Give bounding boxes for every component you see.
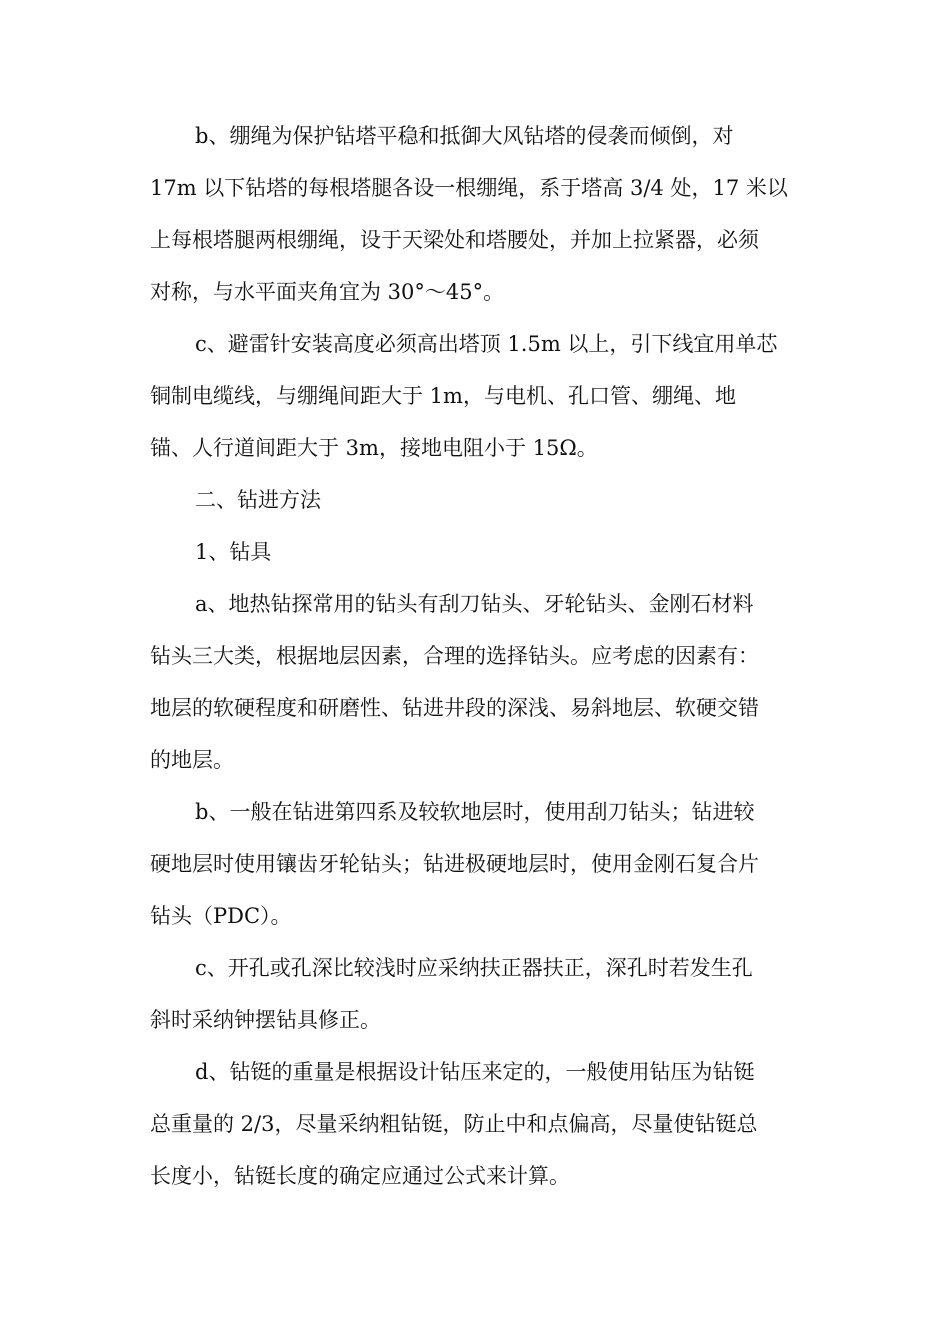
paragraph-b-bracing-line-1: b、绷绳为保护钻塔平稳和抵御大风钻塔的侵袭而倾倒，对: [195, 124, 734, 148]
section-heading-drilling-method: 二、钻进方法: [195, 488, 321, 512]
paragraph-b-bit-choice-line-1: b、一般在钻进第四系及较软地层时，使用刮刀钻头；钻进较: [195, 800, 755, 824]
paragraph-a-bits-line-1: a、地热钻探常用的钻头有刮刀钻头、牙轮钻头、金刚石材料: [195, 592, 754, 616]
paragraph-d-drill-collar-line-1: d、钻铤的重量是根据设计钻压来定的，一般使用钻压为钻铤: [195, 1060, 755, 1084]
paragraph-c-lightning-line-2: 铜制电缆线，与绷绳间距大于 1m，与电机、孔口管、绷绳、地: [150, 384, 736, 408]
paragraph-a-bits-line-3: 地层的软硬程度和研磨性、钻进井段的深浅、易斜地层、软硬交错: [150, 696, 759, 720]
subsection-heading-drilling-tools: 1、钻具: [195, 540, 272, 564]
paragraph-a-bits-line-4: 的地层。: [150, 748, 234, 772]
paragraph-c-stabilizer-line-1: c、开孔或孔深比较浅时应采纳扶正器扶正，深孔时若发生孔: [195, 956, 753, 980]
paragraph-c-stabilizer-line-2: 斜时采纳钟摆钻具修正。: [150, 1008, 381, 1032]
paragraph-b-bit-choice-line-3: 钻头（PDC）。: [150, 904, 292, 928]
paragraph-b-bracing-line-3: 上每根塔腿两根绷绳，设于天梁处和塔腰处，并加上拉紧器，必须: [150, 228, 759, 252]
paragraph-d-drill-collar-line-3: 长度小，钻铤长度的确定应通过公式来计算。: [150, 1164, 570, 1188]
paragraph-c-lightning-line-1: c、避雷针安装高度必须高出塔顶 1.5m 以上，引下线宜用单芯: [195, 332, 778, 356]
paragraph-c-lightning-line-3: 锚、人行道间距大于 3m，接地电阻小于 15Ω。: [150, 436, 598, 460]
paragraph-a-bits-line-2: 钻头三大类，根据地层因素，合理的选择钻头。应考虑的因素有：: [150, 644, 759, 668]
paragraph-b-bracing-line-4: 对称，与水平面夹角宜为 30°～45°。: [150, 280, 505, 304]
paragraph-b-bit-choice-line-2: 硬地层时使用镶齿牙轮钻头；钻进极硬地层时，使用金刚石复合片: [150, 852, 759, 876]
paragraph-b-bracing-line-2: 17m 以下钻塔的每根塔腿各设一根绷绳，系于塔高 3/4 处，17 米以: [150, 176, 788, 200]
paragraph-d-drill-collar-line-2: 总重量的 2/3，尽量采纳粗钻铤，防止中和点偏高，尽量使钻铤总: [150, 1112, 758, 1136]
